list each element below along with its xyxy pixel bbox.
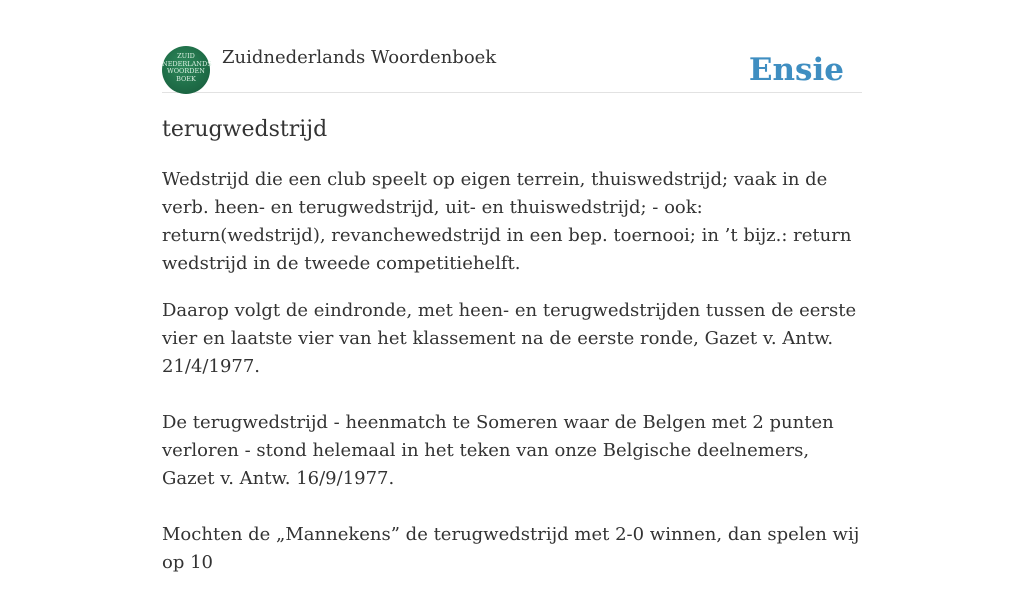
site-header [162,46,862,93]
entry-definition: Wedstrijd die een club speelt op eigen terrein, thuiswedstrijd; vaak in de verb. heen- en terugwedstrijd, uit- en thuiswedstrijd; - ook: return(wedstrijd), revanchewedstrijd in een bep. toernooi; in ’t bijz.: return wedstrijd in de tweede competitiehelft. [162,169,852,274]
site-title-link[interactable]: Zuidnederlands Woordenboek [222,47,497,68]
logo-line: NEDERLANDS [162,59,212,68]
logo-line: ZUID [177,52,195,60]
ensie-brand-link[interactable]: Ensie [748,52,844,88]
site-logo[interactable] [162,46,210,94]
entry-content [162,114,862,605]
logo-text [162,53,210,83]
entry-quote: De terugwedstrijd - heenmatch te Someren waar de Belgen met 2 punten verloren - stond helemaal in het teken van onze Belgische deelnemers, Gazet v. Antw. 16/9/1977. [162,412,834,489]
entry-term: terugwedstrijd [162,117,328,142]
entry-quote: Mochten de „Mannekens” de terugwedstrijd met 2-0 winnen, dan spelen wij op 10 [162,524,860,573]
logo-line: BOEK [176,74,196,83]
entry-quote: Daarop volgt de eindronde, met heen- en terugwedstrijden tussen de eerste vier en laatste vier van het klassement na de eerste ronde, Gazet v. Antw. 21/4/1977. [162,300,857,377]
logo-line: WOORDEN [167,67,205,75]
